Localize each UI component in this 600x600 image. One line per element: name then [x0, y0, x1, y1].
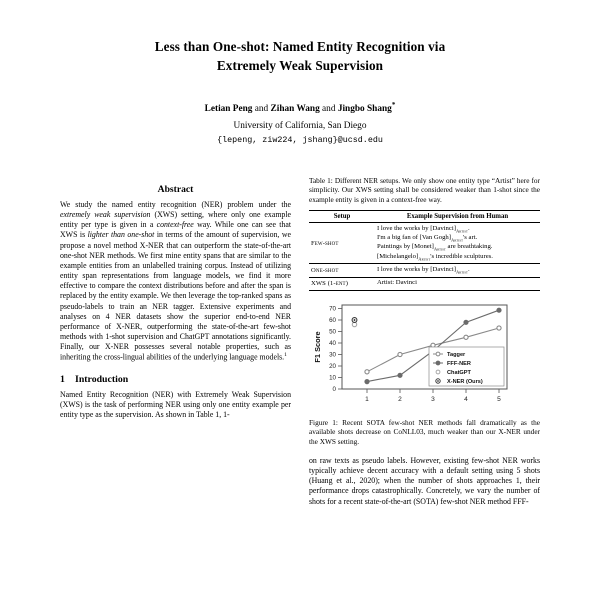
section-title: Introduction [75, 374, 129, 386]
x-tick-1: 1 [365, 395, 369, 403]
author-2: Zihan Wang [270, 104, 320, 115]
table-cell-setup-xws: XWS (1-ent) [309, 277, 375, 290]
legend-label-chatgpt: ChatGPT [447, 369, 471, 376]
abstract-emph-3: lighter than one-shot [87, 230, 155, 240]
abstract-text-a: We study the named entity recognition (NER) problem under the [60, 200, 291, 209]
author-conjunction-1: and [254, 104, 269, 115]
page-title [62, 38, 538, 75]
author-1: Letian Peng [204, 104, 253, 115]
y-tick-30: 30 [329, 351, 336, 359]
author-emails: {lepeng, ziw224, jshang}@ucsd.edu [217, 134, 383, 145]
abstract-text-d: in terms of the amount of supervision, we propose a novel method X-NER that can outperform the state-of-the-art one-shot NER methods. We first mine entity spans that are similar to the example entities from an unlabelled training corpus. Instead of utilizing entity span representations from language models, we find it more effective to compare the context distributions before and after the span is replaced by the entity example. We then leverage the top-ranked spans as pseudo-labels to train an NER tagger. Extensive experiments and analyses on 4 NER datasets show the superior end-to-end NER performance of X-NER, outperforming the state-of-the-art few-shot methods with 1-shot supervision and ChatGPT annotations significantly. Finally, our X-NER possesses several notable properties, such as inheriting the cross-lingual abilities of the underlying language models. [60, 230, 291, 362]
y-tick-10: 10 [329, 374, 336, 382]
x-tick-3: 3 [431, 395, 435, 403]
y-tick-0: 0 [332, 385, 336, 393]
table-header-example: Example Supervision from Human [375, 211, 540, 223]
figure-1-caption: Figure 1: Recent SOTA few-shot NER methods fall dramatically as the available shots decrease on CoNLL03, much weaker than our X-NER under the XWS setting. [309, 417, 540, 446]
two-column-body [0, 176, 600, 507]
table-cell-example-oneshot: I love the works by $[Davinci]_{Artist}$. [375, 264, 540, 277]
table-1 [309, 210, 540, 290]
table-cell-setup-oneshot: One-shot [309, 264, 375, 277]
table-row [309, 277, 540, 290]
chart-y-ticklabels [329, 305, 336, 393]
affiliation: University of California, San Diego [233, 120, 367, 131]
abstract-paragraph [60, 200, 291, 363]
abstract-heading: Abstract [157, 184, 194, 195]
abstract-emph-2: context-free [156, 220, 194, 230]
x-tick-4: 4 [464, 395, 468, 403]
example-line: $[Michelangelo]_{Artist}'s$ incredible sculptures. [377, 252, 493, 261]
chart-y-axis-label: F1 Score [313, 331, 322, 363]
footnote-marker[interactable]: 1 [284, 352, 287, 359]
chart-x-ticks [367, 389, 499, 393]
author-list [62, 100, 538, 117]
left-column [60, 176, 291, 507]
example-line: Paintings by $[Monet]_{Artist}$ are breathtaking. [377, 243, 493, 252]
table-header-setup: Setup [309, 211, 375, 223]
example-line: I love the works by $[Davinci]_{Artist}$. [377, 224, 470, 234]
introduction-paragraph-1: Named Entity Recognition (NER) with Extremely Weak Supervision (XWS) is the task of performing NER using only one entity example per entity type as the supervision. As shown in Table 1, 1- [60, 390, 291, 420]
paper-title-line2: Extremely Weak Supervision [216, 57, 384, 73]
x-tick-5: 5 [497, 395, 501, 403]
table-cell-setup-fewshot: Few-shot [309, 223, 375, 264]
example-line: I'm a big fan of [Van $Gogh]_{Artist}'s$ art. [377, 234, 478, 243]
section-number: 1 [60, 374, 65, 386]
legend-label-fff-ner: FFF-NER [447, 360, 471, 367]
right-column-paragraph: on raw texts as pseudo labels. However, existing few-shot NER works typically achieve decent accuracy with a default setting using 5 shots (Huang et al., 2020); when the number of shots approaches 1, their performance drops catastrophically. Concretely, we vary the number of shots for a recent state-of-the-art (SOTA) few-shot NER method FFF- [309, 455, 540, 506]
table-cell-example-xws: Artist: Davinci [375, 277, 540, 290]
title-block [0, 0, 600, 146]
abstract-text-b: (XWS) setting, where only one example entity per type is given in a [60, 210, 292, 230]
y-tick-50: 50 [329, 328, 336, 336]
section-heading-introduction [60, 374, 291, 385]
author-3: Jingbo Shang [337, 104, 392, 115]
abstract-text-c: way. While one can see that XWS is [60, 220, 292, 240]
table-header-row [309, 211, 540, 223]
chart-legend [429, 347, 504, 386]
figure-1 [309, 299, 540, 411]
legend-label-x-ner: X-NER (Ours) [447, 378, 483, 385]
y-tick-60: 60 [329, 316, 336, 324]
chart-y-ticks [338, 308, 342, 389]
x-tick-2: 2 [398, 395, 402, 403]
author-conjunction-2: and [322, 104, 336, 115]
chart-x-ticklabels [365, 396, 501, 403]
table-cell-example-fewshot [375, 223, 540, 264]
y-tick-70: 70 [329, 305, 336, 313]
table-row [309, 264, 540, 277]
paper-title-line1: Less than One-shot: Named Entity Recognition via [154, 39, 446, 54]
chart-series-chatgpt [352, 322, 356, 326]
table-1-caption: Table 1: Different NER setups. We only show one entity type “Artist” here for simplicity. Our XWS setting shall be considered weaker than 1-shot since the example entity is given in a context-free way. [309, 176, 540, 204]
corresponding-author-marker: * [391, 101, 396, 110]
table-row [309, 223, 540, 264]
right-column [309, 176, 540, 507]
chart-series-x-ner [352, 317, 357, 322]
y-tick-20: 20 [329, 362, 336, 370]
y-tick-40: 40 [329, 339, 336, 347]
figure-1-chart [309, 299, 540, 411]
abstract-emph-1: extremely weak supervision [60, 210, 151, 220]
legend-label-tagger: Tagger [447, 351, 466, 358]
